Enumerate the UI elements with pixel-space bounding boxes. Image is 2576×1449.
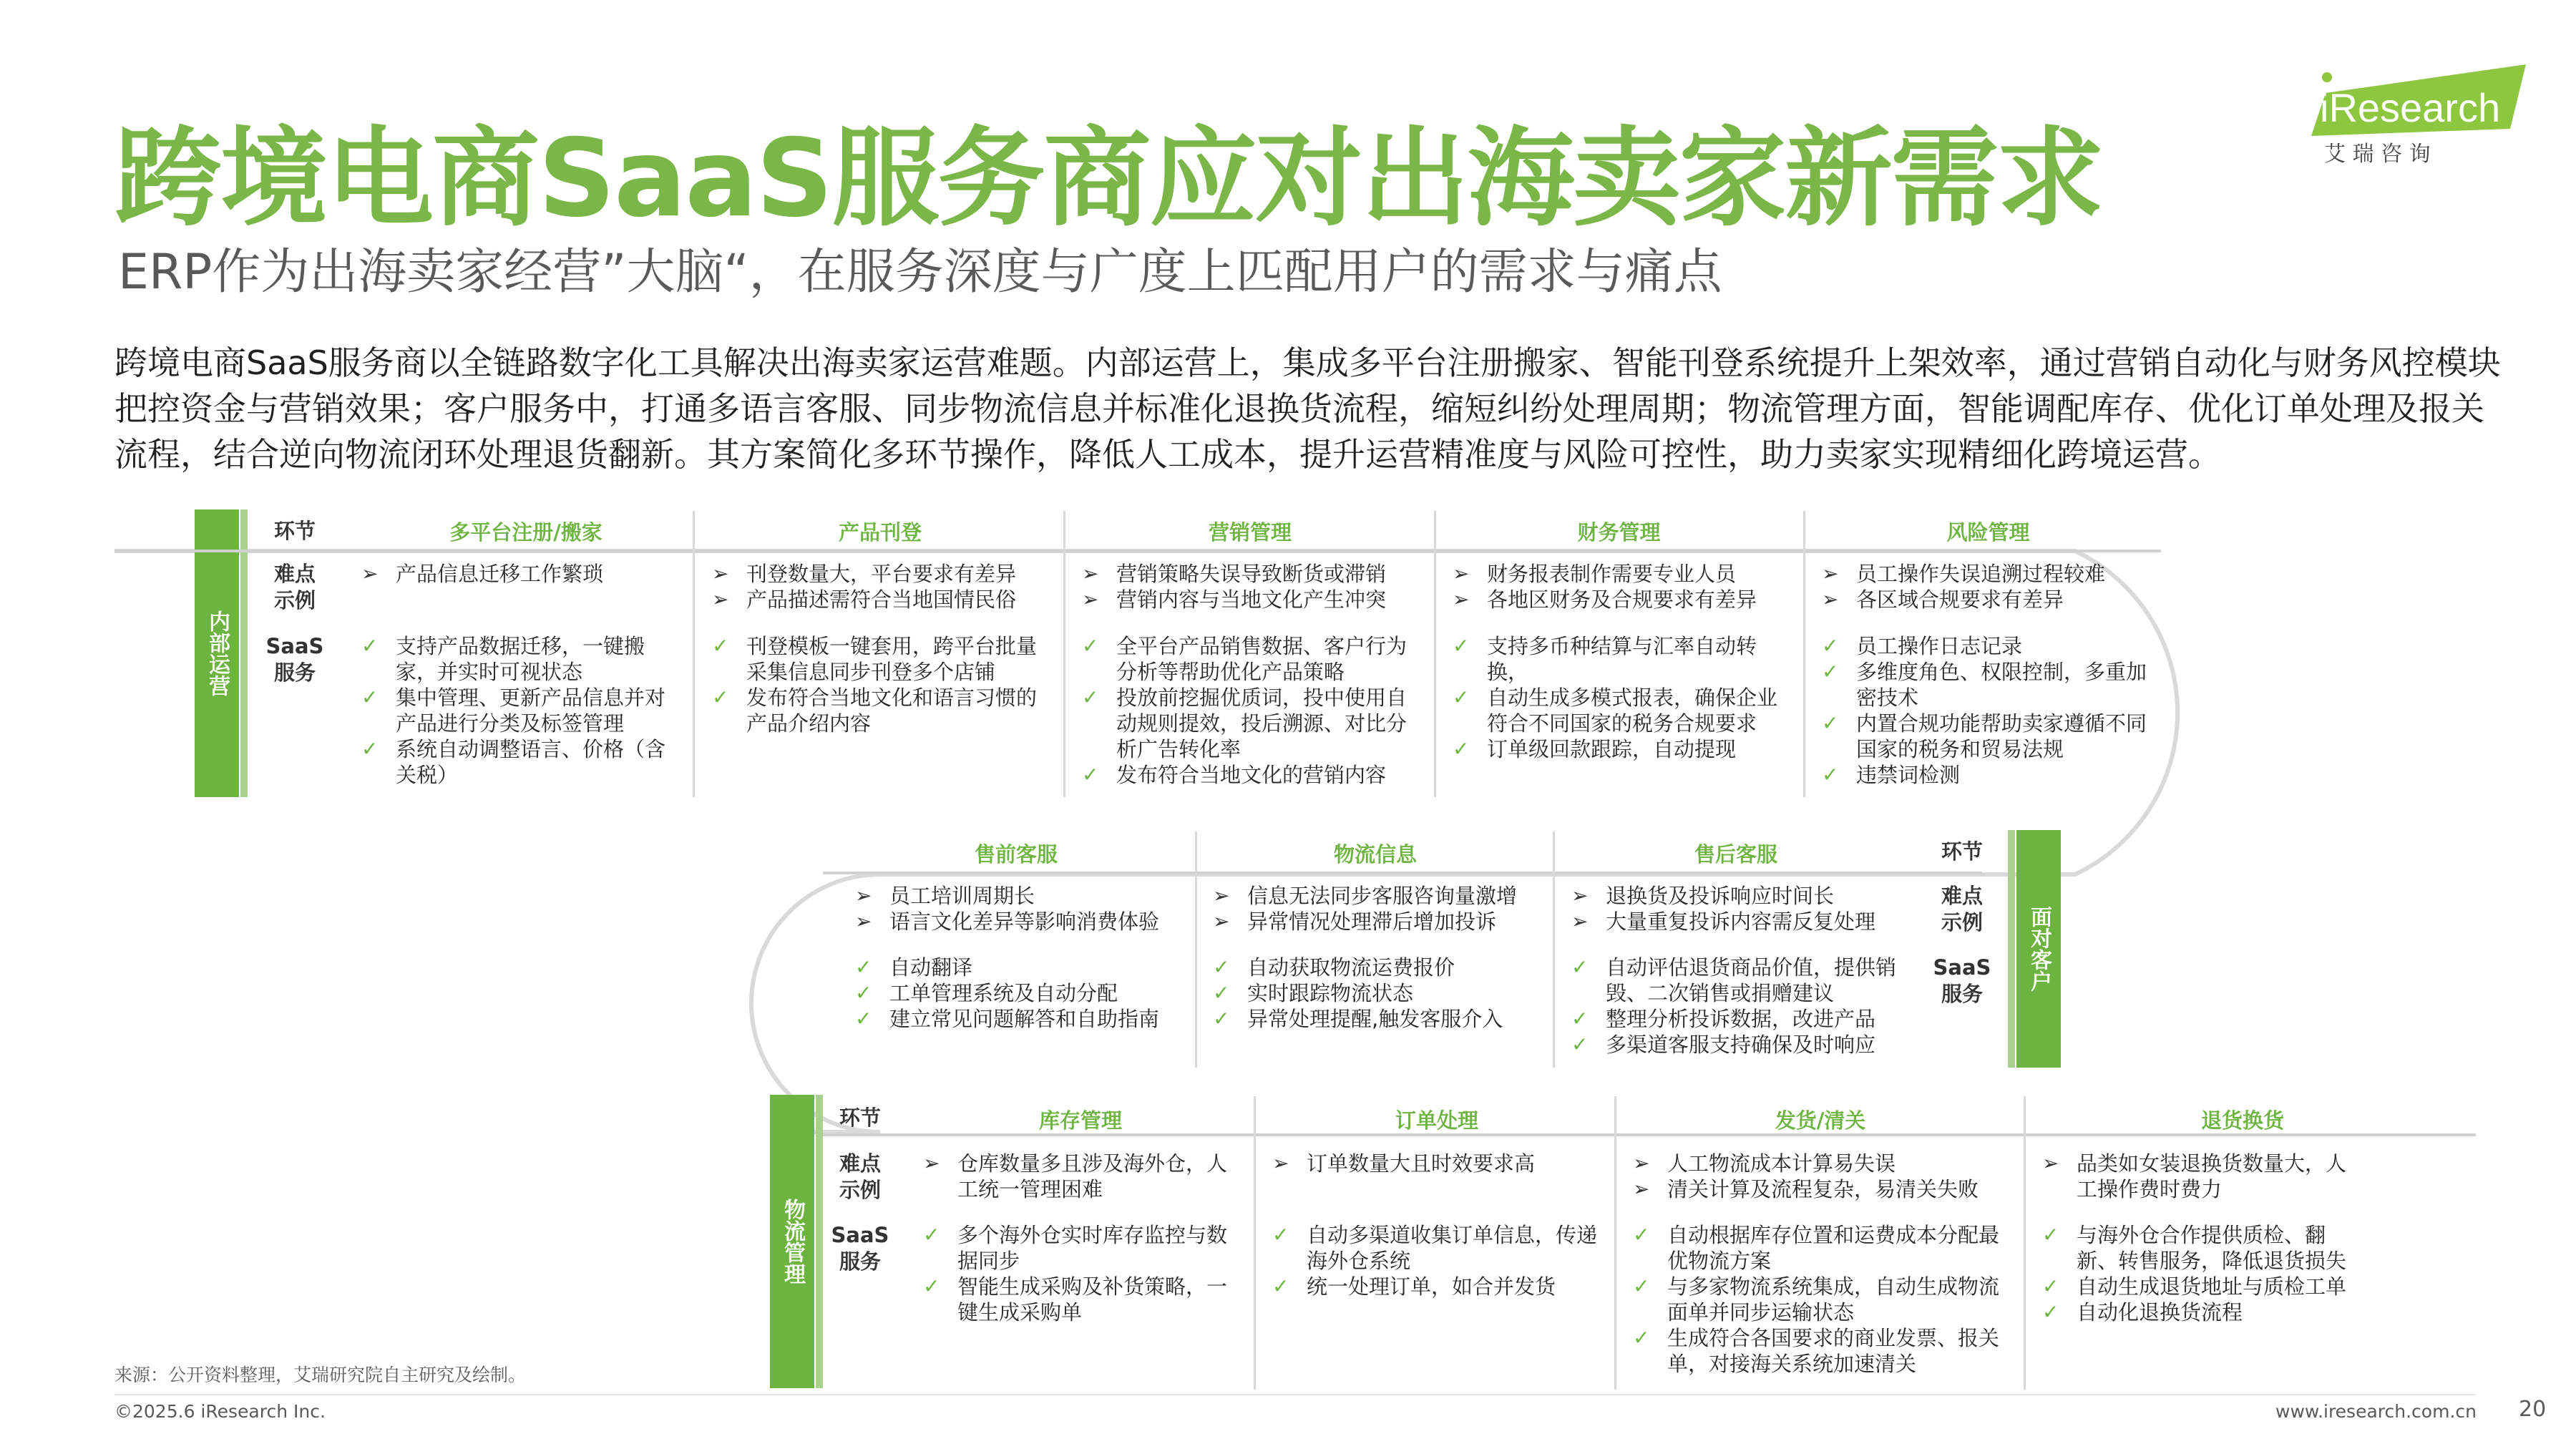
service-item: ✓ 自动翻译 bbox=[855, 955, 973, 980]
page-subtitle: ERP作为出海卖家经营”大脑“，在服务深度与广度上匹配用户的需求与痛点 bbox=[118, 244, 1722, 301]
check-icon: ✓ bbox=[1082, 686, 1099, 709]
column-divider bbox=[1254, 1096, 1256, 1390]
service-item: ✓ 支持多币种结算与汇率自动转换， bbox=[1453, 634, 1757, 684]
service-item: ✓ 多维度角色、权限控制，多重加密技术 bbox=[1822, 660, 2147, 710]
intro-line: 跨境电商SaaS服务商以全链路数字化工具解决出海卖家运营难题。内部运营上，集成多平台注册搬家、智能刊登系统提升上架效率，通过营销自动化与财务风控模块 bbox=[114, 343, 2501, 382]
column-divider bbox=[1553, 831, 1555, 1068]
check-icon: ✓ bbox=[923, 1274, 940, 1298]
service-list bbox=[1082, 633, 1418, 788]
logo-brand-text: iResearch bbox=[2320, 85, 2501, 130]
arrow-icon: ➢ bbox=[1571, 884, 1589, 907]
check-icon: ✓ bbox=[361, 686, 379, 709]
row-label-pain: 难点 示例 bbox=[1941, 884, 1983, 935]
intro-line: 流程，结合逆向物流闭环处理退货翻新。其方案简化多环节操作，降低人工成本，提升运营精准度与风险可控性，助力卖家实现精细化跨境运营。 bbox=[114, 435, 2221, 474]
service-item: ✓ 发布符合当地文化和语言习惯的产品介绍内容 bbox=[712, 686, 1038, 736]
check-icon: ✓ bbox=[1453, 634, 1470, 658]
check-icon: ✓ bbox=[1453, 686, 1470, 709]
column-divider bbox=[1434, 511, 1436, 797]
check-icon: ✓ bbox=[1571, 955, 1589, 979]
row-label-stage: 环节 bbox=[273, 519, 316, 543]
arrow-icon: ➢ bbox=[1571, 909, 1589, 933]
column-divider bbox=[1803, 511, 1805, 797]
pain-list bbox=[1272, 1151, 1616, 1176]
arrow-icon: ➢ bbox=[1453, 587, 1470, 611]
arrow-icon: ➢ bbox=[1453, 562, 1470, 585]
arrow-icon: ➢ bbox=[1272, 1151, 1289, 1175]
pain-list bbox=[2042, 1151, 2350, 1202]
row-label-pain: 难点 示例 bbox=[839, 1151, 881, 1202]
stage-label-internal: 内部运营 bbox=[195, 509, 239, 797]
service-list bbox=[1453, 633, 1792, 762]
row-label-saas: SaaS 服务 bbox=[265, 634, 324, 685]
pain-list bbox=[1453, 561, 1803, 613]
service-list bbox=[923, 1222, 1234, 1325]
service-item: ✓ 自动获取物流运费报价 bbox=[1213, 955, 1455, 980]
service-item: ✓ 实时跟踪物流状态 bbox=[1213, 981, 1414, 1005]
service-list bbox=[2042, 1222, 2350, 1325]
pain-item: ➢ 语言文化差异等影响消费体验 bbox=[855, 909, 1160, 934]
service-item: ✓ 生成符合各国要求的商业发票、报关单，对接海关系统加速清关 bbox=[1633, 1326, 2000, 1376]
pain-list bbox=[1822, 561, 2165, 613]
check-icon: ✓ bbox=[1822, 763, 1839, 786]
check-icon: ✓ bbox=[712, 634, 729, 658]
arrow-icon: ➢ bbox=[1633, 1151, 1650, 1175]
intro-line: 把控资金与营销效果；客户服务中，打通多语言客服、同步物流信息并标准化退换货流程，缩短纠纷处理周期；物流管理方面，智能调配库存、优化订单处理及报关 bbox=[114, 389, 2484, 428]
service-list bbox=[361, 633, 669, 788]
column-divider bbox=[693, 511, 695, 797]
service-item: ✓ 建立常见问题解答和自助指南 bbox=[855, 1007, 1160, 1031]
check-icon: ✓ bbox=[1633, 1223, 1650, 1246]
check-icon: ✓ bbox=[1633, 1326, 1650, 1350]
check-icon: ✓ bbox=[855, 1007, 872, 1030]
check-icon: ✓ bbox=[2042, 1300, 2059, 1324]
service-item: ✓ 员工操作日志记录 bbox=[1822, 634, 2023, 658]
service-list bbox=[1571, 955, 1908, 1058]
column-divider bbox=[1063, 511, 1065, 797]
copyright: ©2025.6 iResearch Inc. bbox=[114, 1401, 326, 1422]
logo-cn-text: 艾 瑞 咨 询 bbox=[2324, 142, 2431, 167]
arrow-icon: ➢ bbox=[923, 1151, 940, 1175]
service-item: ✓ 自动生成退货地址与质检工单 bbox=[2042, 1274, 2347, 1299]
arrow-icon: ➢ bbox=[1822, 587, 1839, 611]
check-icon: ✓ bbox=[1082, 634, 1099, 658]
column-header: 物流信息 bbox=[1333, 842, 1417, 867]
service-item: ✓ 违禁词检测 bbox=[1822, 763, 1961, 787]
check-icon: ✓ bbox=[1453, 737, 1470, 761]
check-icon: ✓ bbox=[1822, 711, 1839, 735]
check-icon: ✓ bbox=[1272, 1274, 1289, 1298]
service-item: ✓ 整理分析投诉数据，改进产品 bbox=[1571, 1007, 1876, 1031]
pain-list bbox=[1571, 883, 1915, 935]
check-icon: ✓ bbox=[361, 737, 379, 761]
stage-label-customer: 面对客户 bbox=[2016, 830, 2061, 1068]
footer-url: www.iresearch.com.cn bbox=[2275, 1401, 2477, 1422]
arrow-icon: ➢ bbox=[2042, 1151, 2059, 1175]
divider bbox=[823, 872, 1982, 874]
source-note: 来源：公开资料整理，艾瑞研究院自主研究及绘制。 bbox=[114, 1365, 527, 1385]
service-item: ✓ 支持产品数据迁移，一键搬家，并实时可视状态 bbox=[361, 634, 645, 684]
check-icon: ✓ bbox=[1633, 1274, 1650, 1298]
service-item: ✓ 异常处理提醒,触发客服介入 bbox=[1213, 1007, 1503, 1031]
pain-item: ➢ 营销策略失误导致断货或滞销 bbox=[1082, 562, 1387, 586]
pain-item: ➢ 产品描述需符合当地国情民俗 bbox=[712, 587, 1017, 612]
column-header: 售前客服 bbox=[974, 842, 1058, 867]
service-item: ✓ 统一处理订单，如合并发货 bbox=[1272, 1274, 1556, 1299]
check-icon: ✓ bbox=[1822, 634, 1839, 658]
pain-item: ➢ 员工操作失误追溯过程较难 bbox=[1822, 562, 2106, 586]
column-header: 营销管理 bbox=[1208, 520, 1292, 545]
pain-list bbox=[1633, 1151, 2019, 1202]
column-divider bbox=[1614, 1096, 1616, 1390]
stage-accent bbox=[2008, 830, 2015, 1068]
service-item: ✓ 工单管理系统及自动分配 bbox=[855, 981, 1118, 1005]
page-number: 20 bbox=[2519, 1397, 2547, 1422]
service-item: ✓ 发布符合当地文化的营销内容 bbox=[1082, 763, 1387, 787]
service-item: ✓ 集中管理、更新产品信息并对产品进行分类及标签管理 bbox=[361, 686, 666, 736]
pain-item: ➢ 异常情况处理滞后增加投诉 bbox=[1213, 909, 1497, 934]
service-item: ✓ 投放前挖掘优质词，投中使用自动规则提效，投后溯源、对比分析广告转化率 bbox=[1082, 686, 1407, 761]
service-item: ✓ 刊登模板一键套用，跨平台批量采集信息同步刊登多个店铺 bbox=[712, 634, 1038, 684]
pain-list bbox=[855, 883, 1199, 935]
pain-item: ➢ 各地区财务及合规要求有差异 bbox=[1453, 587, 1757, 612]
arrow-icon: ➢ bbox=[712, 587, 729, 611]
row-label-stage: 环节 bbox=[1941, 839, 1983, 864]
pain-item: ➢ 品类如女装退换货数量大，人工操作费时费力 bbox=[2042, 1151, 2347, 1201]
service-item: ✓ 订单级回款跟踪，自动提现 bbox=[1453, 737, 1737, 761]
check-icon: ✓ bbox=[1272, 1223, 1289, 1246]
check-icon: ✓ bbox=[361, 634, 379, 658]
arrow-icon: ➢ bbox=[1082, 562, 1099, 585]
check-icon: ✓ bbox=[2042, 1274, 2059, 1298]
pain-list bbox=[712, 561, 1055, 613]
service-item: ✓ 与海外仓合作提供质检、翻新、转售服务，降低退货损失 bbox=[2042, 1223, 2347, 1273]
check-icon: ✓ bbox=[2042, 1223, 2059, 1246]
arrow-icon: ➢ bbox=[1082, 587, 1099, 611]
service-item: ✓ 自动生成多模式报表，确保企业符合不同国家的税务合规要求 bbox=[1453, 686, 1778, 736]
check-icon: ✓ bbox=[1571, 1033, 1589, 1056]
pain-list bbox=[361, 561, 662, 587]
pain-item: ➢ 清关计算及流程复杂，易清关失败 bbox=[1633, 1177, 1979, 1201]
service-item: ✓ 多个海外仓实时库存监控与数据同步 bbox=[923, 1223, 1228, 1273]
column-header: 订单处理 bbox=[1395, 1108, 1478, 1133]
pain-item: ➢ 仓库数量多且涉及海外仓，人工统一管理困难 bbox=[923, 1151, 1228, 1201]
column-header: 产品刊登 bbox=[838, 520, 922, 545]
arrow-icon: ➢ bbox=[361, 562, 379, 585]
column-header: 库存管理 bbox=[1038, 1108, 1122, 1133]
pain-item: ➢ 产品信息迁移工作繁琐 bbox=[361, 562, 604, 586]
service-item: ✓ 系统自动调整语言、价格（含关税） bbox=[361, 737, 666, 787]
service-list bbox=[1272, 1222, 1605, 1299]
stage-label-logistics: 物流管理 bbox=[770, 1095, 814, 1388]
check-icon: ✓ bbox=[1082, 763, 1099, 786]
pain-item: ➢ 员工培训周期长 bbox=[855, 884, 1035, 908]
arrow-icon: ➢ bbox=[1633, 1177, 1650, 1201]
check-icon: ✓ bbox=[855, 981, 872, 1005]
column-divider bbox=[2024, 1096, 2026, 1390]
check-icon: ✓ bbox=[712, 686, 729, 709]
check-icon: ✓ bbox=[855, 955, 872, 979]
check-icon: ✓ bbox=[1213, 955, 1230, 979]
column-header: 风险管理 bbox=[1946, 520, 2030, 545]
arrow-icon: ➢ bbox=[712, 562, 729, 585]
service-item: ✓ 自动根据库存位置和运费成本分配最优物流方案 bbox=[1633, 1223, 2000, 1273]
check-icon: ✓ bbox=[923, 1223, 940, 1246]
column-header: 财务管理 bbox=[1577, 520, 1661, 545]
service-item: ✓ 全平台产品销售数据、客户行为分析等帮助优化产品策略 bbox=[1082, 634, 1407, 684]
pain-list bbox=[1213, 883, 1556, 935]
arrow-icon: ➢ bbox=[1822, 562, 1839, 585]
row-label-saas: SaaS 服务 bbox=[831, 1223, 889, 1274]
service-item: ✓ 自动多渠道收集订单信息，传递海外仓系统 bbox=[1272, 1223, 1598, 1273]
footer-divider bbox=[114, 1394, 2476, 1395]
service-item: ✓ 多渠道客服支持确保及时响应 bbox=[1571, 1033, 1876, 1057]
row-label-pain: 难点 示例 bbox=[273, 562, 316, 613]
stage-accent bbox=[240, 509, 248, 797]
pain-item: ➢ 退换货及投诉响应时间长 bbox=[1571, 884, 1835, 908]
pain-item: ➢ 信息无法同步客服咨询量激增 bbox=[1213, 884, 1518, 908]
service-item: ✓ 智能生成采购及补货策略，一键生成采购单 bbox=[923, 1274, 1228, 1324]
column-header: 发货/清关 bbox=[1775, 1108, 1866, 1133]
stage-accent bbox=[816, 1095, 823, 1388]
column-header: 售后客服 bbox=[1694, 842, 1777, 867]
pain-list bbox=[1082, 561, 1433, 613]
service-item: ✓ 自动化退换货流程 bbox=[2042, 1300, 2243, 1324]
pain-item: ➢ 财务报表制作需要专业人员 bbox=[1453, 562, 1737, 586]
pain-item: ➢ 刊登数量大，平台要求有差异 bbox=[712, 562, 1017, 586]
check-icon: ✓ bbox=[1571, 1007, 1589, 1030]
check-icon: ✓ bbox=[1213, 981, 1230, 1005]
row-label-saas: SaaS 服务 bbox=[1933, 955, 1991, 1006]
pain-item: ➢ 人工物流成本计算易失误 bbox=[1633, 1151, 1896, 1176]
column-divider bbox=[1195, 831, 1197, 1068]
check-icon: ✓ bbox=[1822, 660, 1839, 683]
row-label-stage: 环节 bbox=[839, 1106, 881, 1130]
pain-item: ➢ 订单数量大且时效要求高 bbox=[1272, 1151, 1536, 1176]
arrow-icon: ➢ bbox=[855, 909, 872, 933]
service-list bbox=[1633, 1222, 2005, 1377]
column-header: 多平台注册/搬家 bbox=[449, 520, 602, 545]
pain-item: ➢ 营销内容与当地文化产生冲突 bbox=[1082, 587, 1387, 612]
service-list bbox=[712, 633, 1045, 736]
pain-list bbox=[923, 1151, 1231, 1202]
arrow-icon: ➢ bbox=[1213, 884, 1230, 907]
pain-item: ➢ 各区域合规要求有差异 bbox=[1822, 587, 2064, 612]
divider bbox=[114, 550, 2161, 552]
check-icon: ✓ bbox=[1213, 1007, 1230, 1030]
service-item: ✓ 内置合规功能帮助卖家遵循不同国家的税务和贸易法规 bbox=[1822, 711, 2147, 761]
service-list bbox=[855, 955, 1199, 1032]
pain-item: ➢ 大量重复投诉内容需反复处理 bbox=[1571, 909, 1876, 934]
service-list bbox=[1213, 955, 1556, 1032]
page-title: 跨境电商SaaS服务商应对出海卖家新需求 bbox=[114, 117, 2103, 241]
service-item: ✓ 自动评估退货商品价值，提供销毁、二次销售或捐赠建议 bbox=[1571, 955, 1897, 1005]
service-item: ✓ 与多家物流系统集成，自动生成物流面单并同步运输状态 bbox=[1633, 1274, 2000, 1324]
arrow-icon: ➢ bbox=[855, 884, 872, 907]
column-header: 退货换货 bbox=[2200, 1108, 2284, 1133]
service-list bbox=[1822, 633, 2158, 788]
arrow-icon: ➢ bbox=[1213, 909, 1230, 933]
